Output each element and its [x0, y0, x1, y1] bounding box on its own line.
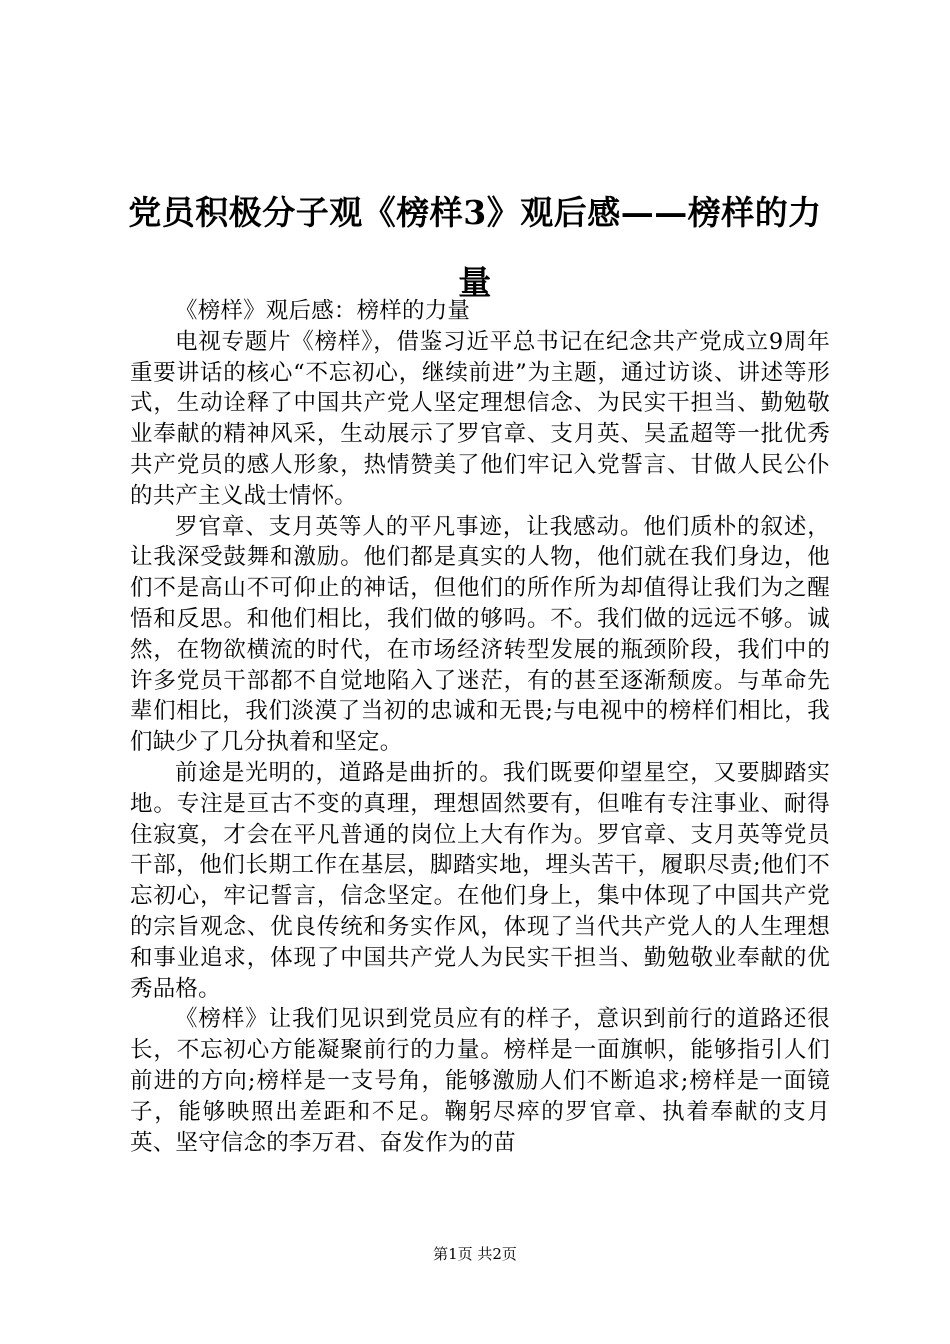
paragraph: 罗官章、支月英等人的平凡事迹，让我感动。他们质朴的叙述，让我深受鼓舞和激励。他们都是真实的人物，他们就在我们身边，他们不是高山不可仰止的神话，但他们的所作所为却值得让我们为之醒悟和反思。和他们相比，我们做的够吗。不。我们做的远远不够。诚然，在物欲横流的时代，在市场经济转型发展的瓶颈阶段，我们中的许多党员干部都不自觉地陷入了迷茫，有的甚至逐渐颓废。与革命先辈们相比，我们淡漠了当初的忠诚和无畏;与电视中的榜样们相比，我们缺少了几分执着和坚定。 — [130, 513, 830, 756]
page-number-footer: 第1页 共2页 — [433, 1245, 517, 1263]
document-body — [130, 296, 830, 1158]
paragraph: 前途是光明的，道路是曲折的。我们既要仰望星空，又要脚踏实地。专注是亘古不变的真理，理想固然要有，但唯有专注事业、耐得住寂寞，才会在平凡普通的岗位上大有作为。罗官章、支月英等党员干部，他们长期工作在基层，脚踏实地，埋头苦干，履职尽责;他们不忘初心，牢记誓言，信念坚定。在他们身上，集中体现了中国共产党的宗旨观念、优良传统和务实作风，体现了当代共产党人的人生理想和事业追求，体现了中国共产党人为民实干担当、勤勉敬业奉献的优秀品格。 — [130, 759, 830, 1002]
paragraph-subtitle: 《榜样》观后感：榜样的力量 — [175, 298, 471, 324]
paragraph: 电视专题片《榜样》，借鉴习近平总书记在纪念共产党成立9周年重要讲话的核心“不忘初心，继续前进”为主题，通过访谈、讲述等形式，生动诠释了中国共产党人坚定理想信念、为民实干担当、勤勉敬业奉献的精神风采，生动展示了罗官章、支月英、吴孟超等一批优秀共产党员的感人形象，热情赞美了他们牢记入党誓言、甘做人民公仆的共产主义战士情怀。 — [130, 328, 830, 509]
document-title: 党员积极分子观《榜样3》观后感——榜样的力量 — [128, 193, 822, 302]
paragraph: 《榜样》让我们见识到党员应有的样子，意识到前行的道路还很长，不忘初心方能凝聚前行的力量。榜样是一面旗帜，能够指引人们前进的方向;榜样是一支号角，能够激励人们不断追求;榜样是一面镜子，能够映照出差距和不足。鞠躬尽瘁的罗官章、执着奉献的支月英、坚守信念的李万君、奋发作为的苗 — [130, 1006, 830, 1156]
